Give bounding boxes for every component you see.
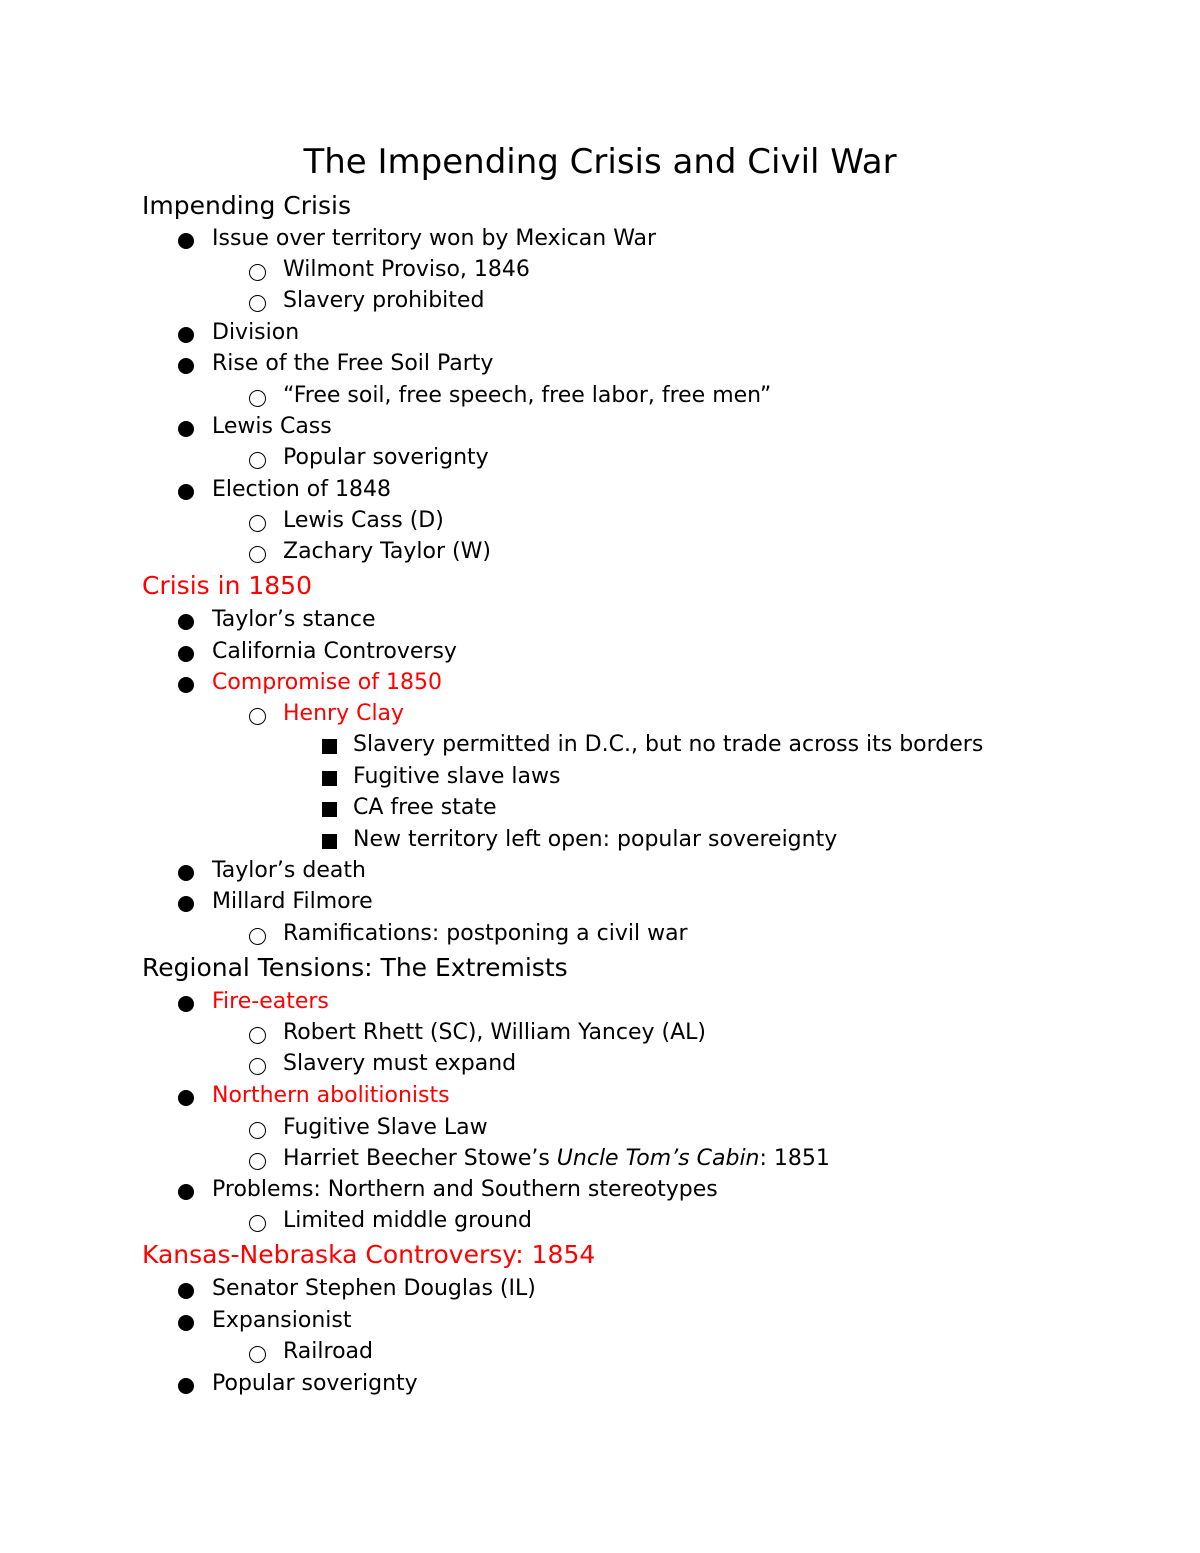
list-item (283, 382, 771, 410)
list-item (212, 669, 442, 697)
book-title: Uncle Tom’s Cabin (556, 1146, 760, 1171)
filled-circle-bullet-icon (178, 646, 194, 662)
list-item-text: Taylor’s stance (212, 607, 376, 632)
stowe-suffix: : 1851 (759, 1146, 830, 1171)
filled-circle-bullet-icon (178, 1315, 194, 1331)
list-item-text: Expansionist (212, 1308, 352, 1333)
list-item-text: Zachary Taylor (W) (283, 539, 491, 564)
section-heading-kansas-nebraska: Kansas-Nebraska Controversy: 1854 (142, 1240, 596, 1269)
list-item (212, 1176, 718, 1204)
list-item (212, 857, 366, 885)
filled-circle-bullet-icon (178, 677, 194, 693)
filled-circle-bullet-icon (178, 1283, 194, 1299)
list-item-text: New territory left open: popular sovereignty (353, 827, 838, 852)
list-item (283, 287, 484, 315)
filled-circle-bullet-icon (178, 233, 194, 249)
list-item (212, 319, 299, 347)
list-item (283, 256, 530, 284)
list-item-text: Railroad (283, 1339, 373, 1364)
hollow-circle-bullet-icon (249, 1058, 266, 1075)
list-item-text: Issue over territory won by Mexican War (212, 226, 657, 251)
list-item-text: Lewis Cass (212, 414, 332, 439)
hollow-circle-bullet-icon (249, 1153, 266, 1170)
filled-circle-bullet-icon (178, 1090, 194, 1106)
list-item (283, 444, 489, 472)
list-item (212, 413, 332, 441)
hollow-circle-bullet-icon (249, 708, 266, 725)
square-bullet-icon (322, 739, 337, 754)
list-item-text: Limited middle ground (283, 1208, 532, 1233)
list-item-text: Division (212, 320, 300, 345)
list-item-text: Slavery must expand (283, 1051, 517, 1076)
filled-circle-bullet-icon (178, 358, 194, 374)
list-item-text: Slavery prohibited (283, 288, 485, 313)
list-item-text: Ramifications: postponing a civil war (283, 921, 688, 946)
list-item (283, 507, 444, 535)
filled-circle-bullet-icon (178, 896, 194, 912)
list-item-text: Popular soverignty (212, 1371, 418, 1396)
square-bullet-icon (322, 802, 337, 817)
list-item (283, 1050, 516, 1078)
page-title: The Impending Crisis and Civil War (303, 142, 897, 182)
list-item-text: Popular soverignty (283, 445, 489, 470)
list-item (283, 538, 491, 566)
list-item (212, 1370, 418, 1398)
section-heading-crisis-1850: Crisis in 1850 (142, 571, 312, 600)
list-item (212, 225, 656, 253)
list-item-text: Wilmont Proviso, 1846 (283, 257, 530, 282)
list-item-text: “Free soil, free speech, free labor, free men” (283, 383, 772, 408)
list-item-text: Rise of the Free Soil Party (212, 351, 494, 376)
filled-circle-bullet-icon (178, 1184, 194, 1200)
list-item (283, 1207, 532, 1235)
filled-circle-bullet-icon (178, 865, 194, 881)
hollow-circle-bullet-icon (249, 1346, 266, 1363)
filled-circle-bullet-icon (178, 421, 194, 437)
list-item-text: Senator Stephen Douglas (IL) (212, 1276, 536, 1301)
list-item (212, 1275, 536, 1303)
list-item-text: Taylor’s death (212, 858, 366, 883)
list-item (283, 920, 688, 948)
list-item (283, 1145, 830, 1173)
list-item (212, 606, 376, 634)
filled-circle-bullet-icon (178, 614, 194, 630)
list-item-text: Robert Rhett (SC), William Yancey (AL) (283, 1020, 706, 1045)
filled-circle-bullet-icon (178, 327, 194, 343)
hollow-circle-bullet-icon (249, 452, 266, 469)
list-item (212, 888, 373, 916)
hollow-circle-bullet-icon (249, 264, 266, 281)
list-item (212, 350, 493, 378)
list-item (283, 700, 404, 728)
list-item (353, 826, 837, 854)
hollow-circle-bullet-icon (249, 928, 266, 945)
hollow-circle-bullet-icon (249, 1122, 266, 1139)
list-item-text: Fugitive Slave Law (283, 1115, 488, 1140)
list-item (283, 1019, 706, 1047)
list-item (212, 1307, 352, 1335)
list-item (283, 1114, 488, 1142)
list-item (212, 476, 391, 504)
list-item (283, 1338, 373, 1366)
list-item-text: Lewis Cass (D) (283, 508, 444, 533)
list-item (212, 638, 457, 666)
filled-circle-bullet-icon (178, 1378, 194, 1394)
square-bullet-icon (322, 771, 337, 786)
list-item-text: Compromise of 1850 (212, 670, 442, 695)
hollow-circle-bullet-icon (249, 1215, 266, 1232)
list-item-text: California Controversy (212, 639, 457, 664)
hollow-circle-bullet-icon (249, 546, 266, 563)
hollow-circle-bullet-icon (249, 1027, 266, 1044)
list-item (212, 988, 329, 1016)
section-heading-impending-crisis: Impending Crisis (142, 191, 351, 220)
list-item-text: Election of 1848 (212, 477, 391, 502)
stowe-prefix: Harriet Beecher Stowe’s (283, 1146, 557, 1171)
list-item (353, 731, 983, 759)
list-item-text: Northern abolitionists (212, 1083, 450, 1108)
list-item-text: CA free state (353, 795, 497, 820)
list-item-text (283, 1146, 830, 1171)
list-item-text: Fire-eaters (212, 989, 329, 1014)
list-item-text: Slavery permitted in D.C., but no trade across its borders (353, 732, 984, 757)
hollow-circle-bullet-icon (249, 390, 266, 407)
list-item (212, 1082, 450, 1110)
section-heading-regional-tensions: Regional Tensions: The Extremists (142, 953, 568, 982)
hollow-circle-bullet-icon (249, 295, 266, 312)
square-bullet-icon (322, 834, 337, 849)
list-item (353, 763, 560, 791)
list-item (353, 794, 497, 822)
list-item-text: Millard Filmore (212, 889, 373, 914)
list-item-text: Henry Clay (283, 701, 405, 726)
list-item-text: Fugitive slave laws (353, 764, 561, 789)
filled-circle-bullet-icon (178, 484, 194, 500)
list-item-text: Problems: Northern and Southern stereotypes (212, 1177, 718, 1202)
filled-circle-bullet-icon (178, 996, 194, 1012)
hollow-circle-bullet-icon (249, 515, 266, 532)
